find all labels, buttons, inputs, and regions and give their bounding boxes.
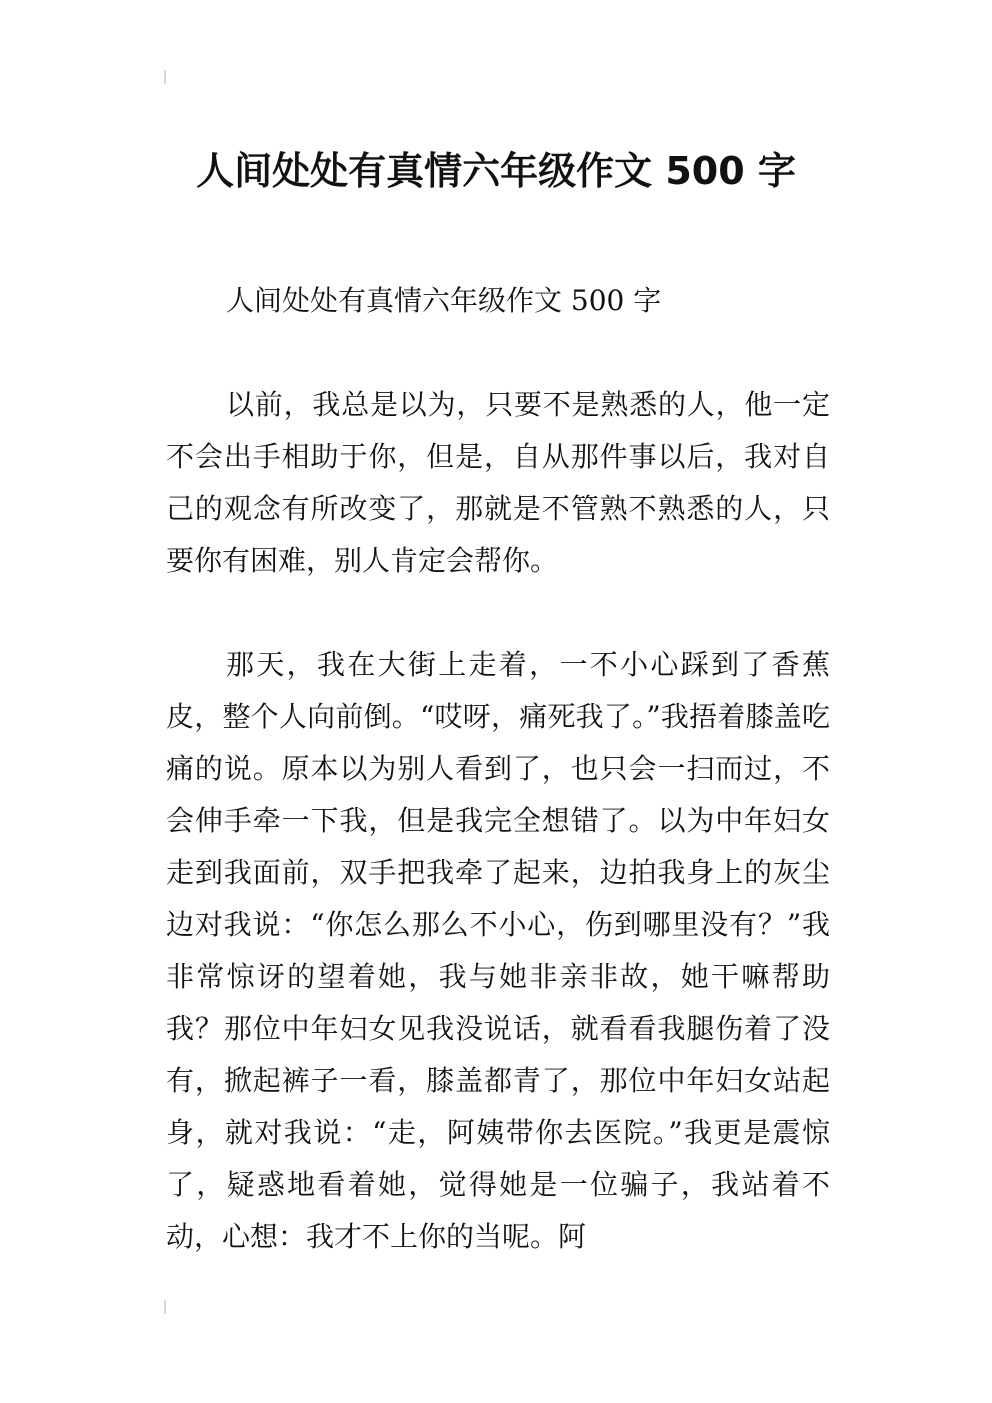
paragraph-1: 以前，我总是以为，只要不是熟悉的人，他一定不会出手相助于你，但是，自从那件事以后，我对自己的观念有所改变了，那就是不管熟不熟悉的人，只要你有困难，别人肯定会帮你。 xyxy=(166,388,830,577)
page-corner-mark-bottom xyxy=(164,1300,166,1314)
document-subtitle: 人间处处有真情六年级作文 500 字 xyxy=(226,284,662,317)
document-body xyxy=(166,275,830,1263)
page-corner-mark-top xyxy=(164,70,166,84)
paragraph-2: 那天，我在大街上走着，一不小心踩到了香蕉皮，整个人向前倒。“哎呀，痛死我了。”我捂着膝盖吃痛的说。原本以为别人看到了，也只会一扫而过，不会伸手牵一下我，但是我完全想错了。以为中年妇女走到我面前，双手把我牵了起来，边拍我身上的灰尘边对我说：“你怎么那么不小心，伤到哪里没有？”我非常惊讶的望着她，我与她非亲非故，她干嘛帮助我？那位中年妇女见我没说话，就看看我腿伤着了没有，掀起裤子一看，膝盖都青了，那位中年妇女站起身，就对我说：“走，阿姨带你去医院。”我更是震惊了，疑惑地看着她，觉得她是一位骗子，我站着不动，心想：我才不上你的当呢。阿 xyxy=(166,648,830,1253)
document-title: 人间处处有真情六年级作文 500 字 xyxy=(196,149,796,194)
